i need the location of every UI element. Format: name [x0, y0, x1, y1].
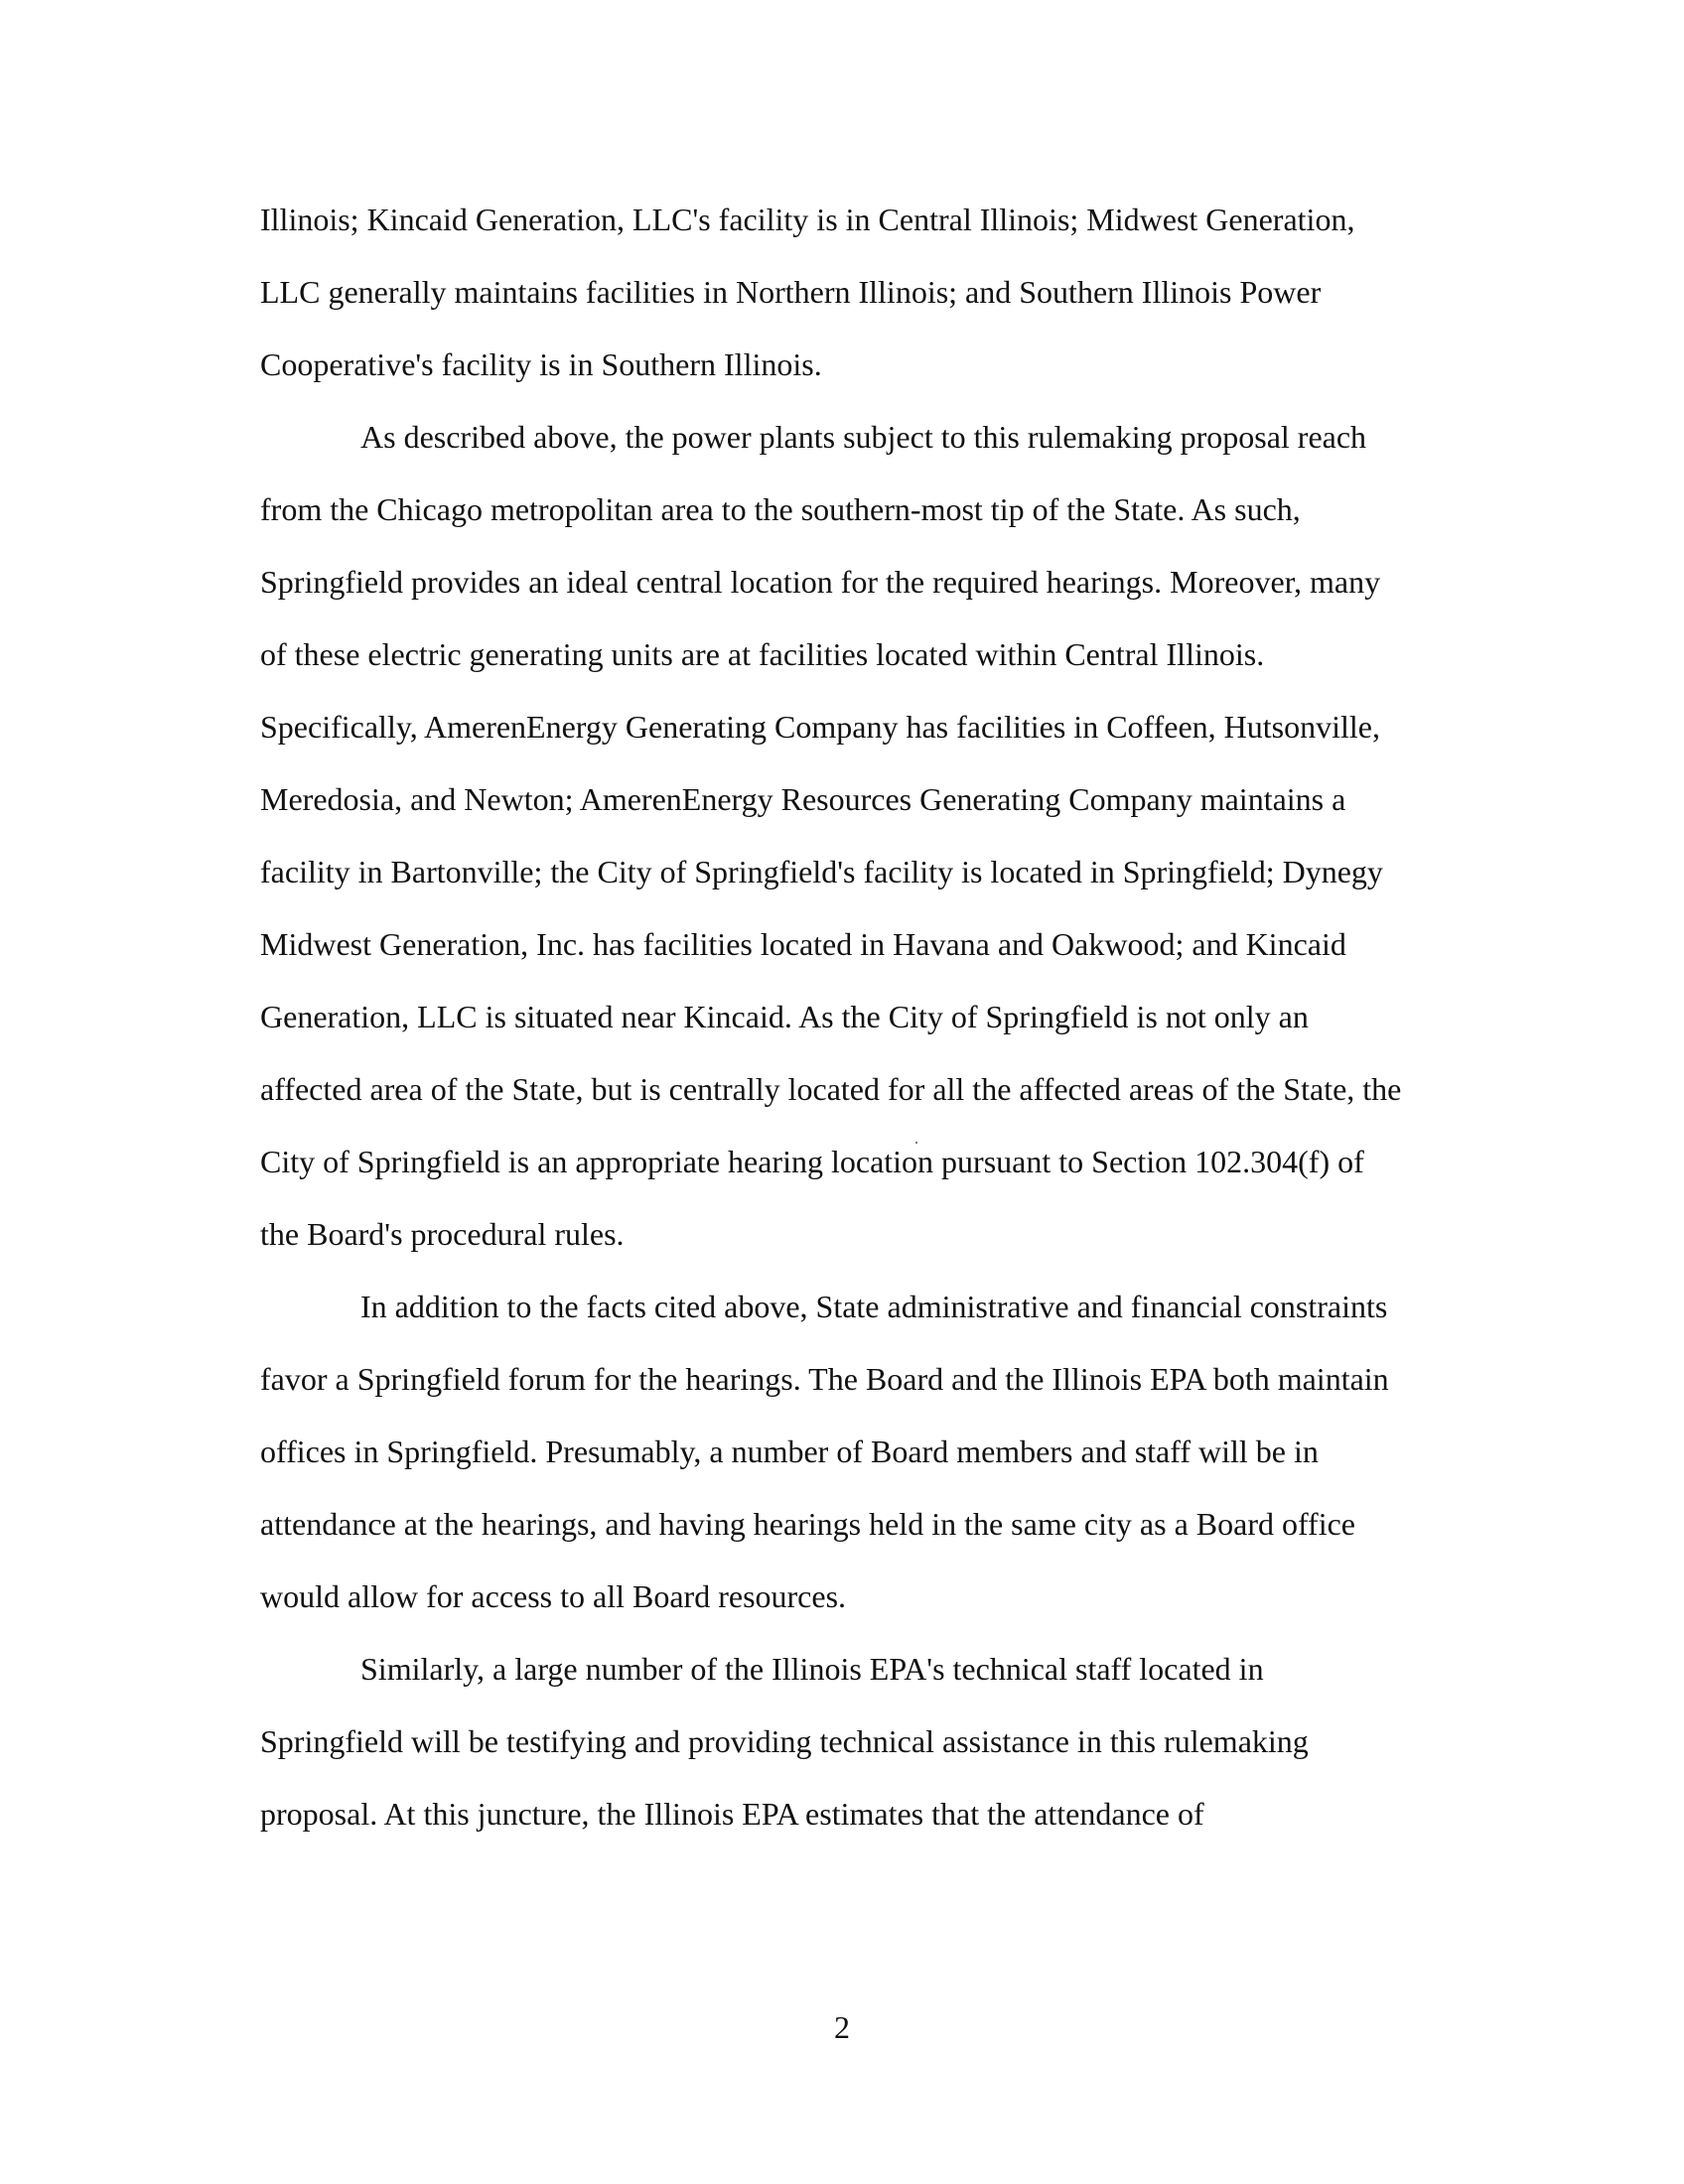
text-line: offices in Springfield. Presumably, a number of Board members and staff will be in: [260, 1433, 1319, 1469]
text-line: Springfield provides an ideal central location for the required hearings. Moreover, many: [260, 564, 1381, 600]
text-line: the Board's procedural rules.: [260, 1216, 625, 1252]
text-line: Cooperative's facility is in Southern Illinois.: [260, 346, 822, 382]
text-line: proposal. At this juncture, the Illinois EPA estimates that the attendance of: [260, 1796, 1204, 1832]
text-line: Meredosia, and Newton; AmerenEnergy Resources Generating Company maintains a: [260, 781, 1346, 817]
text-line: Illinois; Kincaid Generation, LLC's facility is in Central Illinois; Midwest Generation,: [260, 202, 1355, 237]
text-line: from the Chicago metropolitan area to the southern-most tip of the State. As such,: [260, 491, 1301, 527]
text-line: favor a Springfield forum for the hearings. The Board and the Illinois EPA both maintain: [260, 1361, 1389, 1397]
text-line: of these electric generating units are at facilities located within Central Illinois.: [260, 636, 1265, 672]
page-number: 2: [834, 2009, 850, 2045]
scan-speck: [915, 1142, 917, 1144]
text-line: attendance at the hearings, and having hearings held in the same city as a Board office: [260, 1506, 1355, 1542]
text-line: As described above, the power plants subject to this rulemaking proposal reach: [360, 419, 1367, 455]
text-line: facility in Bartonville; the City of Springfield's facility is located in Springfield; Dynegy: [260, 854, 1383, 889]
text-line: City of Springfield is an appropriate hearing location pursuant to Section 102.304(f) of: [260, 1144, 1364, 1179]
text-line: Springfield will be testifying and providing technical assistance in this rulemaking: [260, 1723, 1309, 1759]
text-line: LLC generally maintains facilities in Northern Illinois; and Southern Illinois Power: [260, 274, 1322, 310]
text-line: Specifically, AmerenEnergy Generating Company has facilities in Coffeen, Hutsonville,: [260, 709, 1380, 745]
text-line: affected area of the State, but is centrally located for all the affected areas of the State, the: [260, 1071, 1402, 1107]
text-line: In addition to the facts cited above, State administrative and financial constraints: [360, 1289, 1388, 1324]
text-line: would allow for access to all Board resources.: [260, 1578, 847, 1614]
text-line: Generation, LLC is situated near Kincaid. As the City of Springfield is not only an: [260, 999, 1309, 1034]
text-line: Similarly, a large number of the Illinois EPA's technical staff located in: [360, 1651, 1264, 1687]
text-line: Midwest Generation, Inc. has facilities located in Havana and Oakwood; and Kincaid: [260, 926, 1346, 962]
